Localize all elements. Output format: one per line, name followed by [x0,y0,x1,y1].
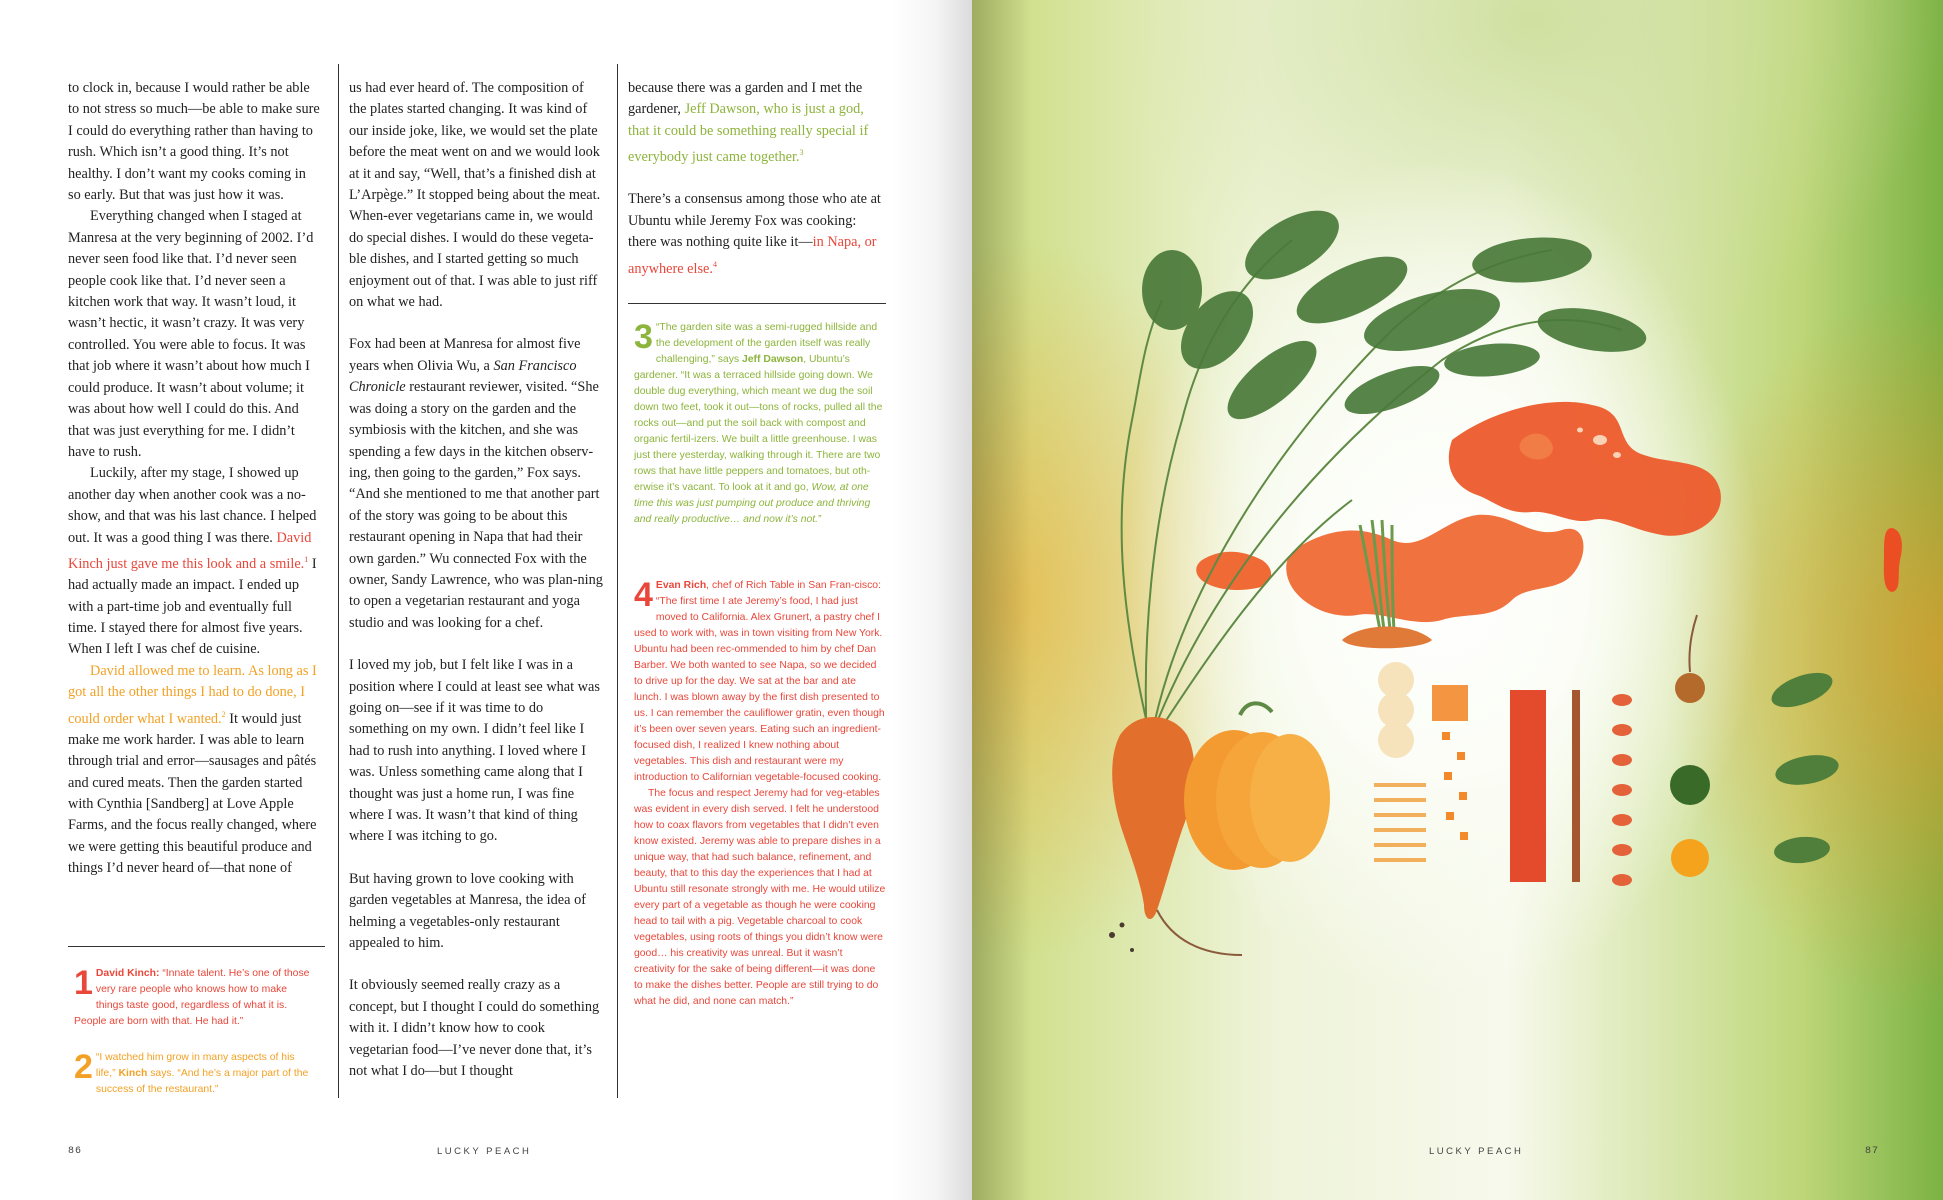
footnote-3 [634,320,886,528]
footnote-name: Evan Rich [655,580,707,591]
paragraph [68,661,320,880]
footnote-name: Jeff Dawson [741,354,804,365]
text-run: says. “And he’s a major part of the success of the restaurant.” [95,1068,309,1095]
text-run: because there was a garden and I met the gardener, [628,80,863,118]
paragraph: to clock in, because I would rather be able to not stress so much—be able to make sure I could do everything rather than having to rush. Which isn’t a good thing. It’s not healthy. I don’t want my cooks coming in so early. But that was just how it was. [68,80,320,204]
footnote-text: The focus and respect Jeremy had for veg-etables was evident in every dish served. I felt he understood how to coax flavors from vegetables that I didn’t even know existed. Jeremy was able to prepare dishes in a unique way, that had such balance, refinement, and beauty, that to this day the experiences that I had at Ubuntu still resonate strongly with me. He would utilize every part of a vegetable as though he were cooking head to tail with a pig. Vegetable charcoal to cook vegetables, using roots of things you didn’t know were good… his creativity was unreal. But it wasn’t creativity for the sake of being different—it was done to make the dishes better. People are still trying to do what he did, and none can match.” [634,788,886,1007]
footnote-number: 4 [634,576,653,614]
sauce-dots [1670,615,1710,877]
footnote-number: 3 [634,318,653,356]
running-footer: LUCKY PEACH [1429,1146,1524,1157]
page-number: 86 [68,1146,83,1157]
pull-quote-highlight: David allowed me to learn. As long as I got all the other things I had to do done, I could order what I wanted. [68,662,317,727]
text-column-1 [68,78,320,880]
text-run: “I watched him grow in many aspects of his life,” [95,1052,295,1079]
text-run: ” [818,514,822,525]
sauce-splatter [1196,402,1902,622]
paragraph: But having grown to love cooking with garden vegetables at Manresa, the idea of helming a vegetables-only restaurant appealed to him. [349,870,586,952]
footnote-marker: 3 [799,148,804,158]
paragraph: It obviously seemed really crazy as a concept, but I thought I could do something with it. I didn’t know how to cook vegetarian food—I’ve never done that, it’s not what I do—but I thought [349,977,600,1080]
gel-cubes [1432,685,1468,840]
paragraph: I loved my job, but I felt like I was in a position where I could at least see what was going on—see if it was time to do something on my own. I didn’t feel like I had to rush into anything. I loved where I was. Unless something came along that I thought was just a home run, I was fine where I was. It wasn’t that kind of thing where I was itching to go. [349,657,600,845]
right-page [972,0,1943,1200]
footnote-text [74,1050,316,1098]
paragraph [68,463,320,660]
footnote-number: 2 [74,1048,93,1086]
text-run: Fox had been at Manresa for almost five years when Olivia Wu, a [349,336,581,374]
footnote-2 [74,1050,316,1098]
footnote-name: Kinch [118,1068,148,1079]
vegetable-photo [972,0,1943,1200]
footnote-divider [68,946,325,947]
text-run: “The garden site was a semi-rugged hillside and the development of the garden itself was really challenging,” says [655,322,878,365]
text-run: Luckily, after my stage, I showed up another day when another cook was a no-show, and that was his last chance. I helped out. It was a good thing I was there. [68,465,317,546]
text-run: It would just make me work harder. I was able to learn through trial and error—sausages and pâtés and cured meats. Then the garden started with Cynthia [Sandberg] at Love Apple Farms, and the focus really changed, where we were getting this beautiful produce and things I’d never heard of—that none of [68,710,317,877]
gutter-shadow [972,0,1032,1200]
text-column-2 [349,78,603,1082]
paragraph: us had ever heard of. The composition of the plates started changing. It was kind of our inside joke, like, we would set the plate before the meat went on and we would look at it and say, “Well, that’s a finished dish at L’Arpège.” It stopped being about the meat. When-ever vegetarians came in, we would do special dishes. I would do these vegeta-ble dishes, and I started getting so much enjoyment out of that. I was able to just riff on what we had. [349,80,601,311]
paragraph [628,189,884,279]
column-divider [617,64,618,1098]
pepper-slices [1184,703,1330,870]
publication-name: San Francisco Chronicle [349,357,577,396]
footnote-marker: 1 [304,554,309,564]
page-number: 87 [1865,1146,1880,1157]
footnote-text [634,578,886,786]
text-run: “Innate talent. He’s one of those very rare people who knows how to make things taste good, regardless of what it is. People are born with that. He had it.” [74,968,310,1027]
footnote-marker: 4 [712,259,717,269]
footnote-1 [74,966,316,1030]
pull-quote-highlight: David Kinch just gave me this look and a smile. [68,529,312,572]
carrot-top-sprigs [1767,666,1841,865]
text-run: Wow, at one time this was just pumping out produce and thriving and really productive… and now it’s not. [634,482,871,525]
column-divider [338,64,339,1098]
carrot-sticks [1374,785,1426,860]
carrot-jelly-strip [1510,690,1546,882]
paragraph: Everything changed when I staged at Manresa at the very beginning of 2002. I’d never seen food like that. I’d never seen people cook like that. I’d never seen a kitchen work that way. It wasn’t loud, it wasn’t hectic, it wasn’t crazy. It was very controlled. You were able to focus. It was that job where it wasn’t about how much I could produce. It wasn’t about volume; it was about how well I could do this. And that was just everything for me. I didn’t have to rush. [68,208,314,460]
footnote-divider [628,303,886,304]
text-run: , Ubuntu’s gardener. “It was a terraced hillside going down. We double dug everything, which meant we dug the soil down two feet, took it out—tons of rocks, pulled all the rocks out—and put the soil back with compost and organic fertil-izers. We built a little greenhouse. I was just there yesterday, walking through it. There are two rows that have little peppers and tomatoes, but oth-erwise it’s vacant. To look at it and go, [634,354,883,493]
text-run: I had actually made an impact. I ended up with a part-time job and eventually full time. I stayed there for almost five years. When I left I was chef de cuisine. [68,555,317,658]
running-footer: LUCKY PEACH [437,1146,532,1157]
carrot-foliage [1142,196,1650,432]
gutter-shadow [890,0,972,1200]
footnote-text [634,320,886,528]
text-column-3 [628,78,884,280]
footnote-name: David Kinch: [95,968,160,979]
roasted-carrot-pieces [1612,694,1632,886]
pull-quote-highlight: Jeff Dawson, who is just a god, that it could be something really special if everybody just came together. [628,101,869,165]
footnote-marker: 2 [221,709,226,719]
text-run: , chef of Rich Table in San Fran-cisco: “The first time I ate Jeremy’s food, I had just moved to California. Alex Grunert, a pastry chef I used to work with, was in town visiting from New York. Ubuntu had been rec-ommended to him by chef Dan Barber. We both wanted to see Napa, so we decided to drive up for the day. We sat at the bar and ate lunch. I was blown away by the first dish presented to us. I can remember the cauliflower gratin, even though it’s been over seven years. Eating such an ingredient-focused dish, I realized I knew nothing about vegetables. This dish and restaurant were my introduction to Californian vegetable-focused cooking. [634,580,885,783]
text-run: restaurant reviewer, visited. “She was doing a story on the garden and the symbiosis with the kitchen, and she was spending a few days in the kitchen observ-ing, then going to the garden,” Fox says. “And she mentioned to me that another part of the story was going to be about this restaurant opening in Napa that had their own garden.” Wu connected Fox with the owner, Sandy Lawrence, who was plan-ning to open a vegetarian restaurant and yoga studio and was looking for a chef. [349,379,603,631]
paragraph [349,334,603,634]
footnote-text [74,966,316,1030]
paragraph [628,78,884,168]
footnote-4 [634,578,886,1010]
footnote-number: 1 [74,964,93,1002]
spice-line [1572,690,1580,882]
text-run: There’s a consensus among those who ate at Ubuntu while Jeremy Fox was cooking: there was nothing quite like it— [628,191,881,251]
cream-discs [1378,662,1414,758]
pull-quote-highlight: in Napa, or anywhere else. [628,234,877,277]
